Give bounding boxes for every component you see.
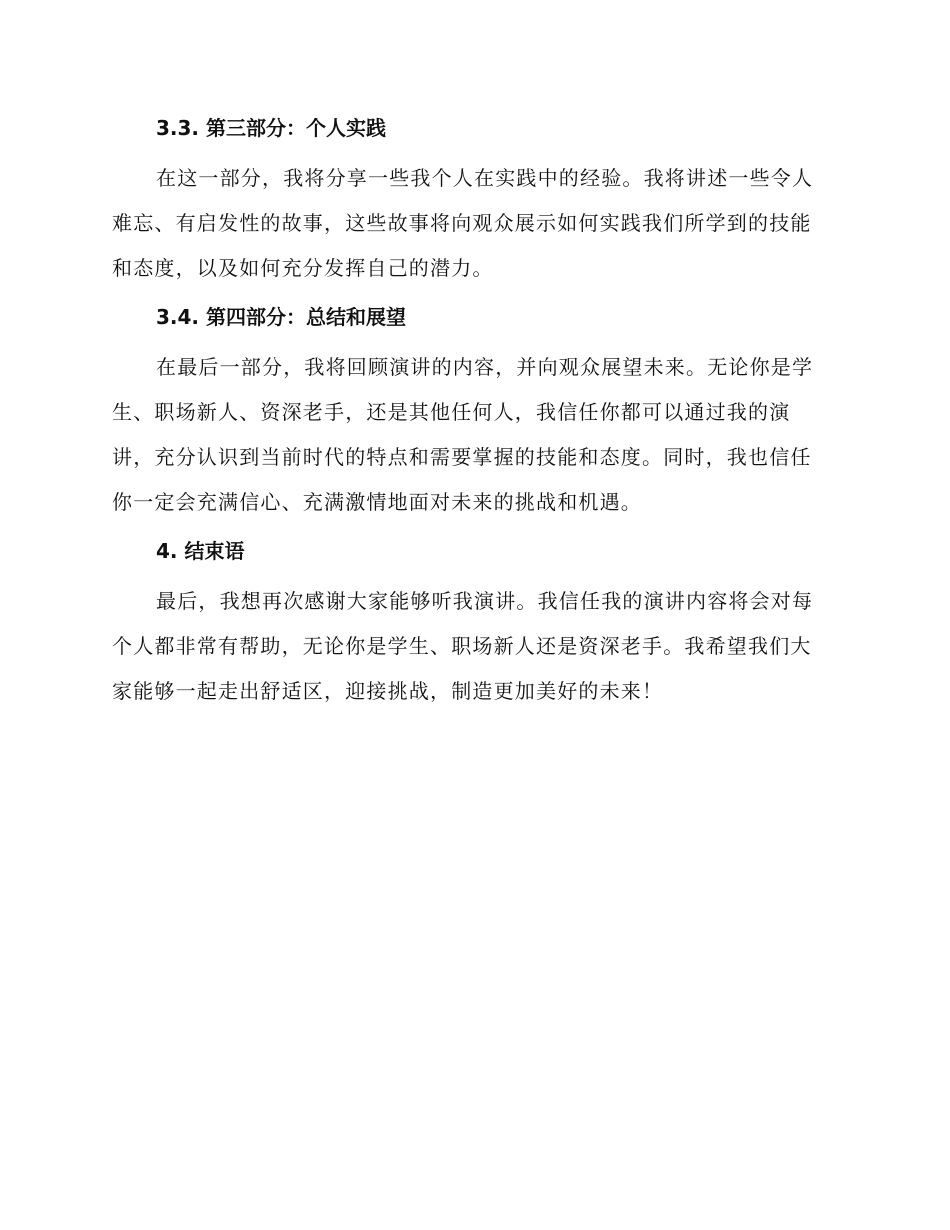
section-heading-3-3: 3.3. 第三部分：个人实践 (156, 116, 386, 140)
document-body (112, 108, 832, 720)
section-paragraph-3-4: 在最后一部分，我将回顾演讲的内容，并向观众展望未来。无论你是学生、职场新人、资深老手，还是其他任何人，我信任你都可以通过我的演讲，充分认识到当前时代的特点和需要掌握的技能和态度。同时，我也信任你一定会充满信心、充满激情地面对未来的挑战和机遇。 (112, 355, 814, 514)
section-heading-3-4: 3.4. 第四部分：总结和展望 (156, 305, 406, 329)
section-heading-4: 4. 结束语 (156, 539, 245, 563)
section-paragraph-3-3: 在这一部分，我将分享一些我个人在实践中的经验。我将讲述一些令人难忘、有启发性的故事，这些故事将向观众展示如何实践我们所学到的技能和态度，以及如何充分发挥自己的潜力。 (112, 166, 814, 280)
section-paragraph-4: 最后，我想再次感谢大家能够听我演讲。我信任我的演讲内容将会对每个人都非常有帮助，无论你是学生、职场新人还是资深老手。我希望我们大家能够一起走出舒适区，迎接挑战，制造更加美好的未来！ (112, 589, 814, 703)
